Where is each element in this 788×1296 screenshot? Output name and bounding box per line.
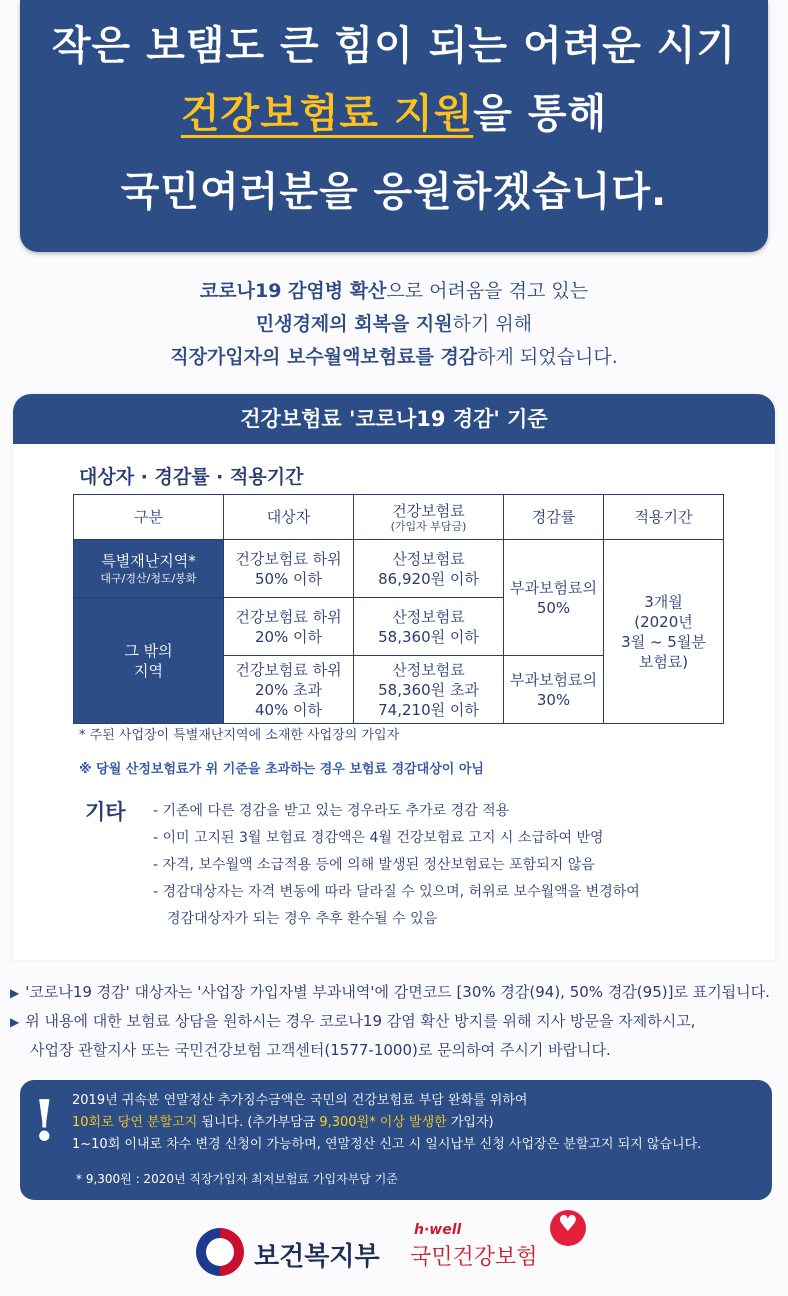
footnote-special-area: * 주된 사업장이 특별재난지역에 소재한 사업장의 가입자 — [79, 728, 400, 743]
row-head-special-label: 특별재난지역* — [101, 552, 196, 570]
etc-title: 기타 — [85, 800, 126, 824]
hero-highlight: 건강보험료 지원 — [180, 91, 474, 137]
intro-l3: 하게 되었습니다. — [477, 346, 618, 368]
etc-list — [153, 798, 753, 933]
cell-fee — [354, 656, 504, 724]
card-title: 건강보험료 '코로나19 경감' 기준 — [13, 394, 775, 444]
etc-item: - 자격, 보수월액 소급적용 등에 의해 발생된 정산보험료는 포함되지 않음 — [153, 857, 595, 873]
intro-l1: 으로 어려움을 겪고 있는 — [386, 280, 589, 302]
hero-banner — [20, 0, 768, 252]
cell-text: 20% 초과 — [254, 680, 323, 699]
notice-text-part: 가입자) — [446, 1115, 494, 1130]
cell-fee — [354, 540, 504, 598]
header-fee — [354, 495, 504, 540]
etc-item: - 기존에 다른 경감을 받고 있는 경우라도 추가로 경감 적용 — [153, 803, 510, 819]
cell-text: 건강보험료 하위 — [235, 607, 342, 626]
notice-text-part: 됩니다. (추가부담금 — [197, 1115, 320, 1130]
intro-l2: 하기 위해 — [452, 313, 533, 335]
notice-text — [72, 1090, 701, 1156]
cell-text: 3월 ~ 5월분 — [621, 632, 706, 651]
bullet-text: '코로나19 경감' 대상자는 '사업장 가입자별 부과내역'에 감면코드 [30% 경감(94), 50% 경감(95)]로 표기됩니다. — [25, 983, 770, 1001]
table-header-row — [74, 495, 724, 540]
footnote-exclusion: ※ 당월 산정보험료가 위 기준을 초과하는 경우 보험료 경감대상이 아님 — [79, 762, 484, 777]
hero-line-2-rest: 을 통해 — [473, 91, 608, 137]
nhis-logo — [410, 1218, 600, 1278]
cell-text: 20% 이하 — [254, 627, 323, 646]
cell-period — [604, 540, 724, 724]
notice-highlight: 10회로 당연 분할고지 — [72, 1115, 198, 1130]
info-bullets — [10, 978, 780, 1064]
mohw-name: 보건복지부 — [254, 1242, 380, 1272]
taegeuk-emblem-icon — [196, 1228, 244, 1276]
header-rate: 경감률 — [504, 495, 604, 540]
bullet-item — [10, 1036, 780, 1064]
header-period: 적용기간 — [604, 495, 724, 540]
header-category: 구분 — [74, 495, 224, 540]
hero-line-1: 작은 보탬도 큰 힘이 되는 어려운 시기 — [51, 23, 737, 69]
header-fee-label: 건강보험료 — [392, 502, 465, 520]
cell-text: 산정보험료 — [392, 660, 465, 679]
cell-text: 산정보험료 — [392, 607, 465, 626]
hero-line-2 — [20, 82, 768, 139]
cell-text: 부과보험료의 — [510, 670, 597, 689]
cell-text: 86,920원 이하 — [378, 569, 479, 588]
nhis-name: 국민건강보험 — [410, 1245, 538, 1270]
etc-item: 경감대상자가 되는 경우 추후 환수될 수 있음 — [167, 911, 438, 927]
heart-icon — [550, 1210, 586, 1246]
criteria-table — [73, 494, 724, 724]
cell-text: 74,210원 이하 — [378, 700, 479, 719]
exclamation-icon: ! — [32, 1088, 57, 1154]
notice-line: 2019년 귀속분 연말정산 추가징수금액은 국민의 건강보험료 부담 완화를 위하여 — [72, 1093, 528, 1108]
cell-text: 그 밖의 — [124, 641, 173, 660]
intro-text — [0, 275, 788, 374]
cell-rate-50 — [504, 540, 604, 656]
cell-text: 30% — [536, 690, 571, 709]
bullet-text: 사업장 관할지사 또는 국민건강보험 고객센터(1577-1000)로 문의하여 주시기 바랍니다. — [30, 1041, 611, 1059]
bullet-item — [10, 978, 780, 1007]
cell-text: 40% 이하 — [254, 700, 323, 719]
notice-line — [72, 1112, 701, 1134]
header-fee-small: (가입자 부담금) — [390, 520, 467, 533]
cell-target — [224, 598, 354, 656]
cell-fee — [354, 598, 504, 656]
cell-text: 50% — [536, 598, 571, 617]
footer-logos — [0, 1218, 788, 1288]
intro-l1-bold: 코로나19 감염병 확산 — [199, 280, 387, 302]
bullet-item — [10, 1007, 780, 1036]
row-head-other — [74, 598, 224, 724]
cell-text: 부과보험료의 — [510, 578, 597, 597]
notice-footnote: * 9,300원 : 2020년 직장가입자 최저보험료 가입자부담 기준 — [76, 1172, 398, 1186]
etc-item: - 이미 고지된 3월 보험료 경감액은 4월 건강보험료 고지 시 소급하여 반영 — [153, 830, 604, 846]
cell-text: 58,360원 이하 — [378, 627, 479, 646]
cell-text: 58,360원 초과 — [378, 680, 479, 699]
hwell-text: h·well — [414, 1222, 462, 1238]
row-head-special-small: 대구/경산/청도/봉화 — [100, 572, 197, 585]
mohw-logo — [196, 1228, 436, 1278]
header-target: 대상자 — [224, 495, 354, 540]
table-row — [74, 540, 724, 598]
triangle-icon: ▶ — [10, 1015, 20, 1029]
cell-target — [224, 540, 354, 598]
cell-text: 3개월 — [644, 592, 683, 611]
triangle-icon: ▶ — [10, 986, 20, 1000]
etc-item: - 경감대상자는 자격 변동에 따라 달라질 수 있으며, 허위로 보수월액을 변경하여 — [153, 884, 640, 900]
bullet-text: 위 내용에 대한 보험료 상담을 원하시는 경우 코로나19 감염 확산 방지를 위해 지사 방문을 자제하시고, — [25, 1012, 696, 1030]
cell-text: 건강보험료 하위 — [235, 549, 342, 568]
criteria-card — [13, 394, 775, 960]
notice-line: 1~10회 이내로 차수 변경 신청이 가능하며, 연말정산 신고 시 일시납부 신청 사업장은 분할고지 되지 않습니다. — [72, 1137, 702, 1152]
hero-line-3: 국민여러분을 응원하겠습니다. — [120, 169, 668, 215]
cell-text: 건강보험료 하위 — [235, 660, 342, 679]
intro-l3-bold: 직장가입자의 보수월액보험료를 경감 — [170, 346, 478, 368]
cell-text: 보험료) — [638, 652, 689, 671]
cell-text: 지역 — [134, 661, 163, 680]
card-subtitle: 대상자 · 경감률 · 적용기간 — [79, 466, 304, 488]
cell-text: 산정보험료 — [392, 549, 465, 568]
row-head-special — [74, 540, 224, 598]
intro-l2-bold: 민생경제의 회복을 지원 — [255, 313, 453, 335]
cell-text: 50% 이하 — [254, 569, 323, 588]
cell-text: (2020년 — [634, 612, 693, 631]
notice-highlight: 9,300원* 이상 발생한 — [319, 1115, 447, 1130]
cell-target — [224, 656, 354, 724]
notice-box — [20, 1080, 772, 1200]
cell-rate-30 — [504, 656, 604, 724]
